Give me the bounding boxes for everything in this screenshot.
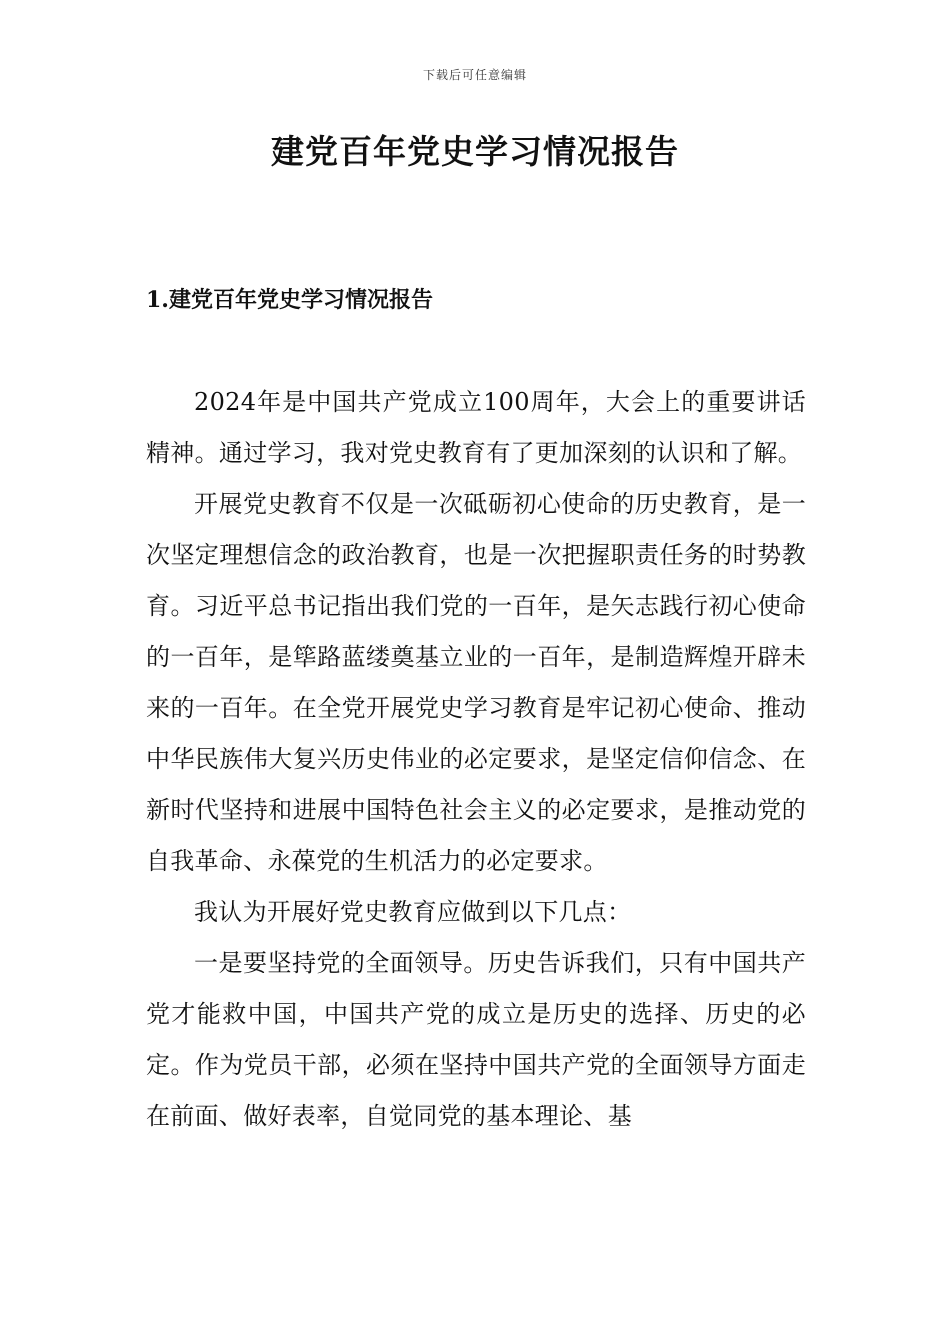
paragraph: 2024年是中国共产党成立100周年，大会上的重要讲话精神。通过学习，我对党史教育有了更加深刻的认识和了解。 <box>146 388 806 467</box>
body-text <box>146 377 806 1142</box>
paragraph: 一是要坚持党的全面领导。历史告诉我们，只有中国共产党才能救中国，中国共产党的成立是历史的选择、历史的必定。作为党员干部，必须在坚持中国共产党的全面领导方面走在前面、做好表率，自觉同党的基本理论、基 <box>146 949 806 1130</box>
paragraph: 我认为开展好党史教育应做到以下几点： <box>194 898 632 926</box>
paragraph: 开展党史教育不仅是一次砥砺初心使命的历史教育，是一次坚定理想信念的政治教育，也是一次把握职责任务的时势教育。习近平总书记指出我们党的一百年，是矢志践行初心使命的一百年，是筚路蓝缕奠基立业的一百年，是制造辉煌开辟未来的一百年。在全党开展党史学习教育是牢记初心使命、推动中华民族伟大复兴历史伟业的必定要求，是坚定信仰信念、在新时代坚持和进展中国特色社会主义的必定要求，是推动党的自我革命、永葆党的生机活力的必定要求。 <box>146 490 806 875</box>
header-note: 下载后可任意编辑 <box>422 68 527 82</box>
document-title: 建党百年党史学习情况报告 <box>271 132 679 171</box>
section-heading: 1.建党百年党史学习情况报告 <box>146 287 433 313</box>
